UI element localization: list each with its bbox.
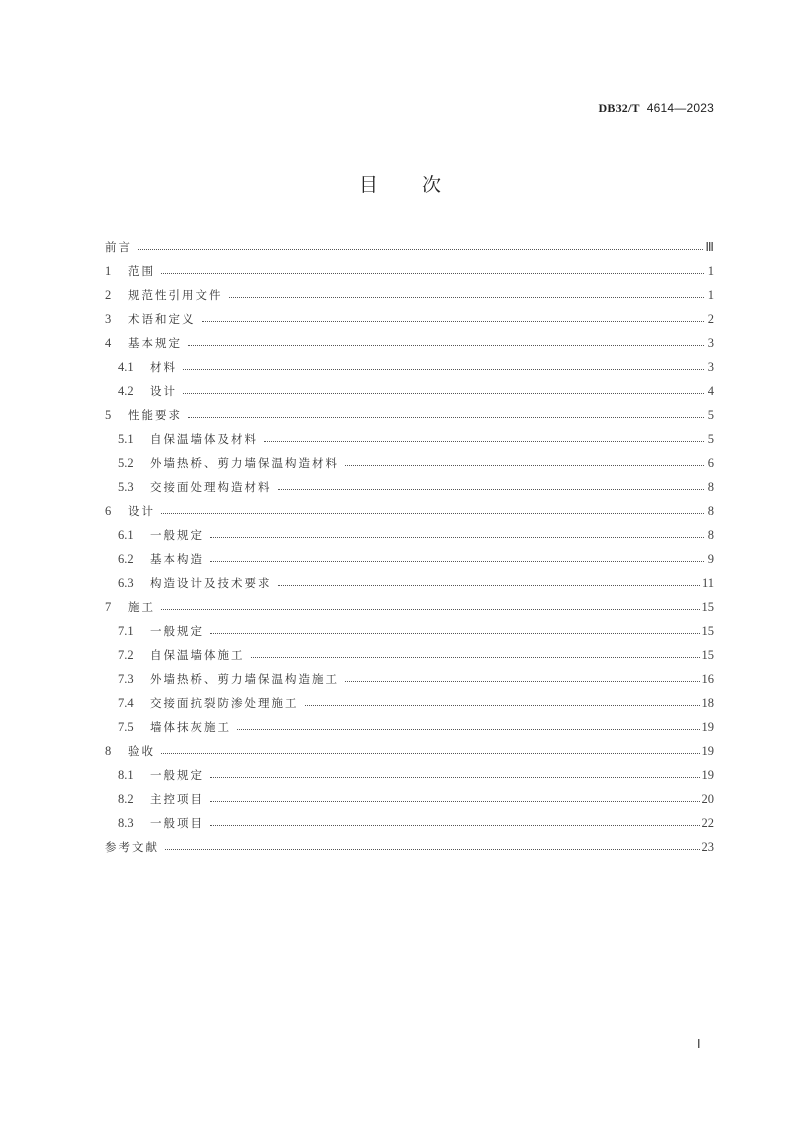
toc-entry-number: 7 bbox=[105, 599, 112, 614]
toc-entry-page: Ⅲ bbox=[705, 240, 714, 254]
toc-entry-label: 前言 bbox=[105, 240, 132, 254]
toc-entry[interactable] bbox=[105, 547, 714, 571]
toc-entry-page: 23 bbox=[701, 839, 714, 854]
standard-prefix: DB bbox=[598, 101, 616, 115]
toc-entry-number: 5.3 bbox=[118, 479, 134, 494]
toc-entry[interactable] bbox=[105, 379, 714, 403]
toc-entry-label: 材料 bbox=[150, 360, 177, 374]
dot-leader bbox=[264, 440, 704, 442]
page-title bbox=[0, 170, 800, 197]
toc-entry[interactable] bbox=[105, 523, 714, 547]
toc-entry-page: 9 bbox=[707, 551, 714, 566]
toc-entry[interactable] bbox=[105, 667, 714, 691]
toc-entry-number: 3 bbox=[105, 311, 112, 326]
dot-leader bbox=[138, 248, 703, 250]
toc-entry-number: 7.1 bbox=[118, 623, 134, 638]
toc-entry-number: 2 bbox=[105, 287, 112, 302]
title-char-2: 次 bbox=[422, 174, 442, 196]
toc-entry-page: 15 bbox=[701, 647, 714, 662]
toc-entry-label: 交接面处理构造材料 bbox=[150, 480, 272, 494]
toc-entry-number: 1 bbox=[105, 263, 112, 278]
toc-entry-page: 11 bbox=[701, 575, 714, 590]
toc-entry-page: 1 bbox=[707, 263, 714, 278]
table-of-contents bbox=[105, 235, 714, 859]
toc-entry-label: 外墙热桥、剪力墙保温构造施工 bbox=[150, 672, 339, 686]
toc-entry-label: 交接面抗裂防渗处理施工 bbox=[150, 696, 299, 710]
toc-entry-page: 18 bbox=[701, 695, 714, 710]
toc-entry-label: 外墙热桥、剪力墙保温构造材料 bbox=[150, 456, 339, 470]
toc-entry-page: 3 bbox=[707, 335, 714, 350]
dot-leader bbox=[345, 680, 700, 682]
toc-entry[interactable] bbox=[105, 691, 714, 715]
toc-entry[interactable] bbox=[105, 259, 714, 283]
standard-code-rest: 32/T bbox=[615, 101, 640, 115]
toc-entry-number: 4.1 bbox=[118, 359, 134, 374]
toc-entry-page: 22 bbox=[701, 815, 714, 830]
dot-leader bbox=[210, 632, 700, 634]
toc-entry[interactable] bbox=[105, 283, 714, 307]
footer-page-number: Ⅰ bbox=[697, 1037, 701, 1051]
toc-entry-label: 规范性引用文件 bbox=[128, 288, 223, 302]
dot-leader bbox=[161, 608, 700, 610]
toc-entry-label: 性能要求 bbox=[128, 408, 182, 422]
toc-entry-number: 7.2 bbox=[118, 647, 134, 662]
toc-entry-label: 构造设计及技术要求 bbox=[150, 576, 272, 590]
dot-leader bbox=[237, 728, 700, 730]
toc-entry[interactable] bbox=[105, 811, 714, 835]
toc-entry-number: 6.1 bbox=[118, 527, 134, 542]
toc-entry-label: 基本规定 bbox=[128, 336, 182, 350]
dot-leader bbox=[188, 416, 704, 418]
toc-entry-page: 15 bbox=[701, 599, 714, 614]
dot-leader bbox=[210, 560, 704, 562]
toc-entry-page: 8 bbox=[707, 527, 714, 542]
toc-entry-number: 4 bbox=[105, 335, 112, 350]
toc-entry-label: 一般规定 bbox=[150, 768, 204, 782]
toc-entry[interactable] bbox=[105, 643, 714, 667]
toc-entry-number: 8.1 bbox=[118, 767, 134, 782]
dot-leader bbox=[345, 464, 704, 466]
dot-leader bbox=[278, 488, 705, 490]
dot-leader bbox=[229, 296, 705, 298]
dot-leader bbox=[251, 656, 700, 658]
toc-entry-page: 1 bbox=[707, 287, 714, 302]
toc-entry[interactable] bbox=[105, 475, 714, 499]
dot-leader bbox=[210, 536, 704, 538]
toc-entry-label: 设计 bbox=[150, 384, 177, 398]
toc-entry[interactable] bbox=[105, 835, 714, 859]
dot-leader bbox=[183, 368, 704, 370]
toc-entry-number: 8 bbox=[105, 743, 112, 758]
toc-entry-number: 7.5 bbox=[118, 719, 134, 734]
toc-entry[interactable] bbox=[105, 331, 714, 355]
toc-entry-label: 一般规定 bbox=[150, 624, 204, 638]
dot-leader bbox=[161, 752, 700, 754]
toc-entry[interactable] bbox=[105, 499, 714, 523]
dot-leader bbox=[161, 272, 704, 274]
toc-entry-page: 19 bbox=[701, 743, 714, 758]
toc-entry-number: 6.3 bbox=[118, 575, 134, 590]
toc-entry-label: 参考文献 bbox=[105, 840, 159, 854]
standard-number: 4614—2023 bbox=[646, 101, 714, 115]
toc-entry[interactable] bbox=[105, 571, 714, 595]
toc-entry-label: 墙体抹灰施工 bbox=[150, 720, 231, 734]
toc-entry-number: 5.2 bbox=[118, 455, 134, 470]
toc-entry-label: 施工 bbox=[128, 600, 155, 614]
toc-entry[interactable] bbox=[105, 307, 714, 331]
dot-leader bbox=[210, 800, 700, 802]
toc-entry-label: 主控项目 bbox=[150, 792, 204, 806]
dot-leader bbox=[210, 824, 700, 826]
toc-entry-page: 8 bbox=[707, 479, 714, 494]
toc-entry[interactable] bbox=[105, 451, 714, 475]
toc-entry-page: 19 bbox=[701, 719, 714, 734]
toc-entry[interactable] bbox=[105, 739, 714, 763]
toc-entry-number: 8.2 bbox=[118, 791, 134, 806]
dot-leader bbox=[165, 848, 700, 850]
toc-entry-label: 验收 bbox=[128, 744, 155, 758]
toc-entry-number: 6 bbox=[105, 503, 112, 518]
toc-entry[interactable] bbox=[105, 595, 714, 619]
toc-entry-label: 设计 bbox=[128, 504, 155, 518]
dot-leader bbox=[210, 776, 700, 778]
toc-entry-page: 4 bbox=[707, 383, 714, 398]
toc-entry-page: 15 bbox=[701, 623, 714, 638]
dot-leader bbox=[305, 704, 700, 706]
standard-code bbox=[599, 101, 715, 116]
toc-entry-label: 范围 bbox=[128, 264, 155, 278]
toc-entry-number: 8.3 bbox=[118, 815, 134, 830]
toc-entry-page: 19 bbox=[701, 767, 714, 782]
toc-entry[interactable] bbox=[105, 763, 714, 787]
toc-entry[interactable] bbox=[105, 619, 714, 643]
toc-entry-page: 20 bbox=[701, 791, 714, 806]
dot-leader bbox=[161, 512, 704, 514]
toc-entry[interactable] bbox=[105, 715, 714, 739]
toc-entry-label: 自保温墙体施工 bbox=[150, 648, 245, 662]
toc-entry-number: 4.2 bbox=[118, 383, 134, 398]
toc-entry-number: 5.1 bbox=[118, 431, 134, 446]
toc-entry-page: 2 bbox=[707, 311, 714, 326]
toc-entry[interactable] bbox=[105, 427, 714, 451]
toc-entry-page: 3 bbox=[707, 359, 714, 374]
toc-entry-page: 5 bbox=[707, 407, 714, 422]
dot-leader bbox=[278, 584, 700, 586]
toc-entry-number: 5 bbox=[105, 407, 112, 422]
toc-entry-label: 术语和定义 bbox=[128, 312, 196, 326]
toc-entry-number: 7.4 bbox=[118, 695, 134, 710]
title-char-1: 目 bbox=[358, 174, 378, 196]
toc-entry-page: 8 bbox=[707, 503, 714, 518]
dot-leader bbox=[202, 320, 705, 322]
toc-entry-number: 6.2 bbox=[118, 551, 134, 566]
toc-entry[interactable] bbox=[105, 235, 714, 259]
toc-entry[interactable] bbox=[105, 403, 714, 427]
toc-entry-label: 自保温墙体及材料 bbox=[150, 432, 258, 446]
toc-entry-page: 16 bbox=[701, 671, 714, 686]
toc-entry-number: 7.3 bbox=[118, 671, 134, 686]
toc-entry-page: 6 bbox=[707, 455, 714, 470]
toc-entry-label: 一般项目 bbox=[150, 816, 204, 830]
toc-entry-label: 基本构造 bbox=[150, 552, 204, 566]
dot-leader bbox=[188, 344, 704, 346]
toc-entry[interactable] bbox=[105, 787, 714, 811]
toc-entry-page: 5 bbox=[707, 431, 714, 446]
toc-entry[interactable] bbox=[105, 355, 714, 379]
dot-leader bbox=[183, 392, 704, 394]
toc-entry-label: 一般规定 bbox=[150, 528, 204, 542]
